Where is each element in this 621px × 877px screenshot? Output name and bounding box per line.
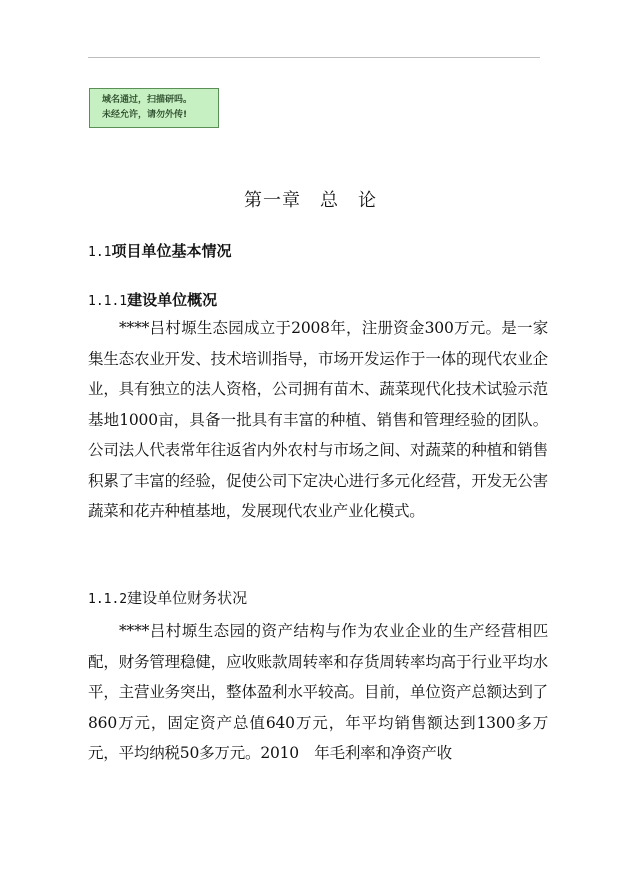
paragraph-company-overview: ****吕村塬生态园成立于2008年，注册资金300万元。是一家集生态农业开发、技术培训指导，市场开发运作于一体的现代农业企业，具有独立的法人资格，公司拥有苗木、蔬菜现代化技术试验示范基地1000亩，具备一批具有丰富的种植、销售和管理经验的团队。公司法人代表常年往返省内外农村与市场之间、对蔬菜的种植和销售积累了丰富的经验，促使公司下定决心进行多元化经营，开发无公害蔬菜和花卉种植基地，发展现代农业产业化模式。 xyxy=(88,319,548,520)
chapter-title: 第一章 总 论 xyxy=(244,190,377,211)
header-rule xyxy=(88,57,540,58)
stamp-line-1: 域名通过，扫描研吗。 xyxy=(102,95,193,105)
section-heading-1-1-2 xyxy=(88,587,247,608)
stamp-line-2: 未经允许，请勿外传! xyxy=(102,110,188,120)
section-number: 1.1.1 xyxy=(88,294,128,309)
section-title: 项目单位基本情况 xyxy=(111,242,232,260)
section-title: 建设单位概况 xyxy=(127,291,218,309)
section-heading-1-1 xyxy=(88,240,232,261)
watermark-stamp xyxy=(89,88,219,128)
section-number: 1.1 xyxy=(88,245,112,260)
paragraph-financial-status: ****吕村塬生态园的资产结构与作为农业企业的生产经营相匹配，财务管理稳健，应收账款周转率和存货周转率均高于行业平均水平，主营业务突出，整体盈利水平较高。目前，单位资产总额达到了 860万元，固定资产总值640万元，年平均销售额达到1300多万元，平均纳税50多万元。2010 年毛利率和净资产收 xyxy=(88,622,548,762)
section-heading-1-1-1 xyxy=(88,289,217,310)
section-number: 1.1.2 xyxy=(88,592,128,607)
section-title: 建设单位财务状况 xyxy=(127,589,248,607)
